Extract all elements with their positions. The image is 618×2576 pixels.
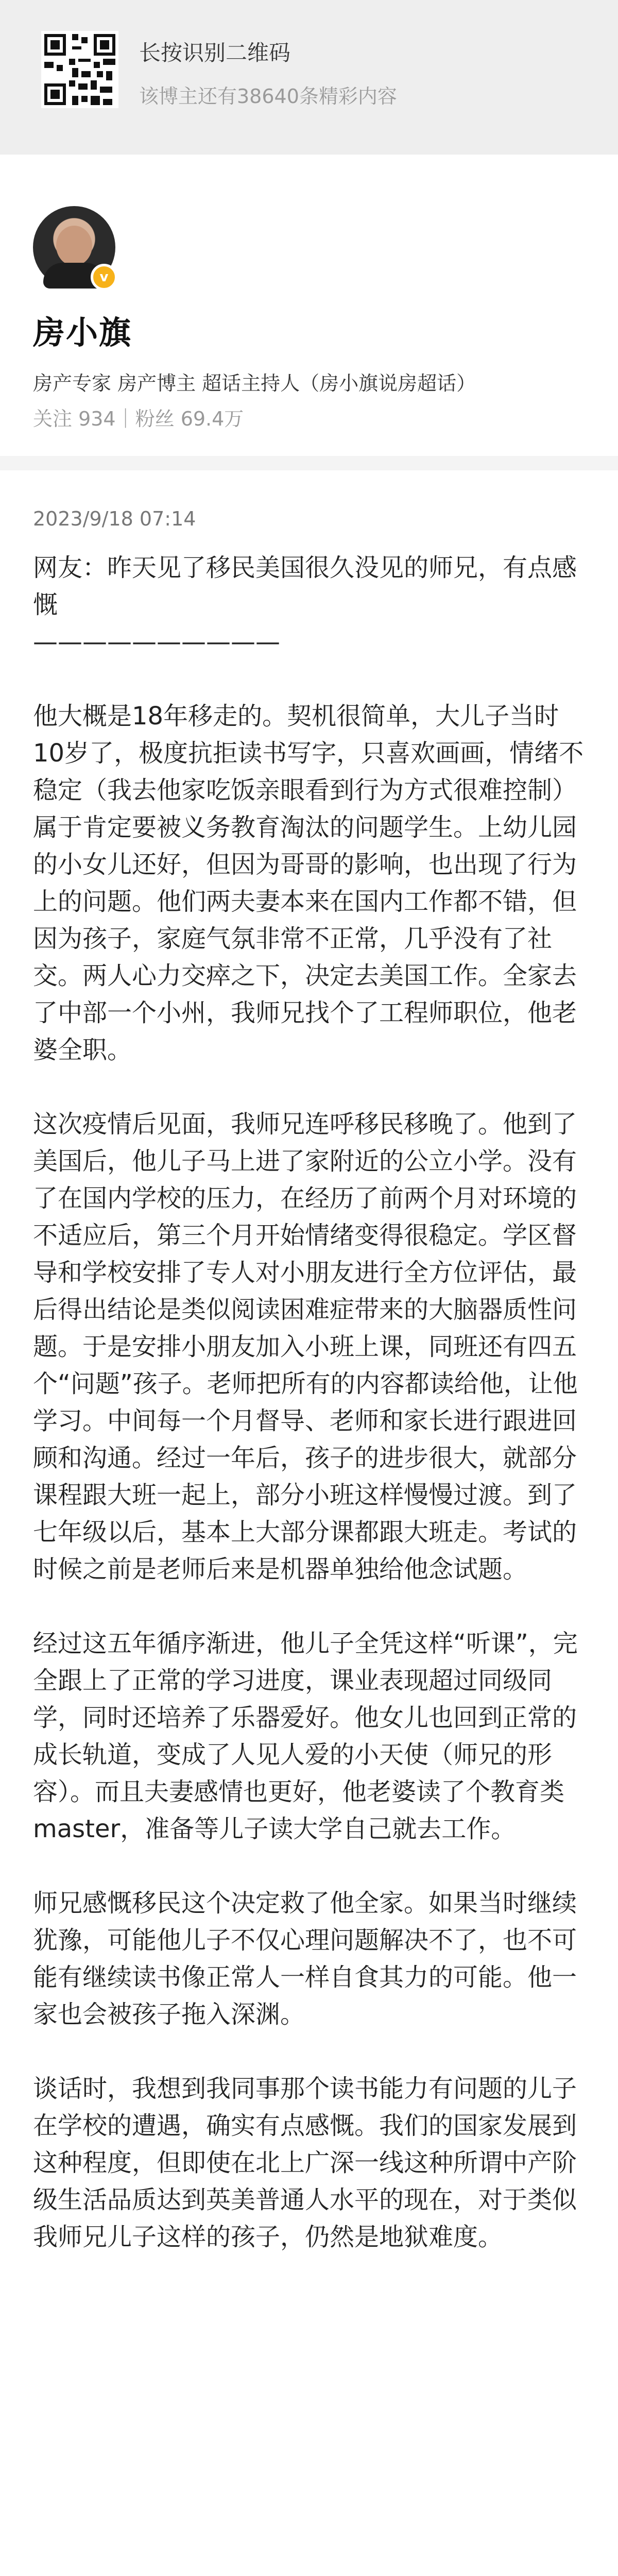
author-stats: 关注 934｜粉丝 69.4万 <box>33 408 244 430</box>
author-description: 房产专家 房产博主 超话主持人（房小旗说房超话） <box>33 372 476 395</box>
verified-badge-icon: v <box>91 264 117 291</box>
qr-code-icon[interactable] <box>41 31 118 108</box>
post-separator: —————————— <box>33 628 280 656</box>
post-paragraph-5: 谈话时，我想到我同事那个读书能力有问题的儿子在学校的遭遇，确实有点感慨。我们的国家发展到这种程度，但即使在北上广深一线这种所谓中产阶级生活品质达到英美普通人水平的现在，对于类似我师兄儿子这样的孩子，仍然是地狱难度。 <box>33 2074 577 2251</box>
post-paragraph-1: 他大概是18年移走的。契机很简单，大儿子当时10岁了，极度抗拒读书写字，只喜欢画画，情绪不稳定（我去他家吃饭亲眼看到行为方式很难控制）属于肯定要被义务教育淘汰的问题学生。上幼儿园的小女儿还好，但因为哥哥的影响，也出现了行为上的问题。他们两夫妻本来在国内工作都不错，但因为孩子，家庭气氛非常不正常，几乎没有了社交。两人心力交瘁之下，决定去美国工作。全家去了中部一个小州，我师兄找个了工程师职位，他老婆全职。 <box>33 702 584 1064</box>
banner-subtitle: 该博主还有38640条精彩内容 <box>139 85 397 108</box>
section-divider <box>0 456 618 470</box>
post-question: 网友：昨天见了移民美国很久没见的师兄，有点感慨 <box>33 553 577 619</box>
avatar-face <box>56 226 92 266</box>
banner-title: 长按识别二维码 <box>139 40 291 65</box>
post-content <box>33 549 585 2293</box>
author-name[interactable]: 房小旗 <box>33 314 132 351</box>
post-paragraph-4: 师兄感慨移民这个决定救了他全家。如果当时继续犹豫，可能他儿子不仅心理问题解决不了，也不可能有继续读书像正常人一样自食其力的可能。他一家也会被孩子拖入深渊。 <box>33 1889 577 2029</box>
post-paragraph-3: 经过这五年循序渐进，他儿子全凭这样“听课”，完全跟上了正常的学习进度，课业表现超过同级同学，同时还培养了乐器爱好。他女儿也回到正常的成长轨道，变成了人见人爱的小天使（师兄的形容）。而且夫妻感情也更好，他老婆读了个教育类master，准备等儿子读大学自己就去工作。 <box>33 1629 578 1843</box>
top-banner <box>0 0 618 155</box>
post-date: 2023/9/18 07:14 <box>33 507 196 530</box>
post-paragraph-2: 这次疫情后见面，我师兄连呼移民移晚了。他到了美国后，他儿子马上进了家附近的公立小学。没有了在国内学校的压力，在经历了前两个月对环境的不适应后，第三个月开始情绪变得很稳定。学区督导和学校安排了专人对小朋友进行全方位评估，最后得出结论是类似阅读困难症带来的大脑器质性问题。于是安排小朋友加入小班上课，同班还有四五个“问题”孩子。老师把所有的内容都读给他，让他学习。中间每一个月督导、老师和家长进行跟进回顾和沟通。经过一年后，孩子的进步很大，就部分课程跟大班一起上，部分小班这样慢慢过渡。到了七年级以后，基本上大部分课都跟大班走。考试的时候之前是老师后来是机器单独给他念试题。 <box>33 1110 578 1584</box>
